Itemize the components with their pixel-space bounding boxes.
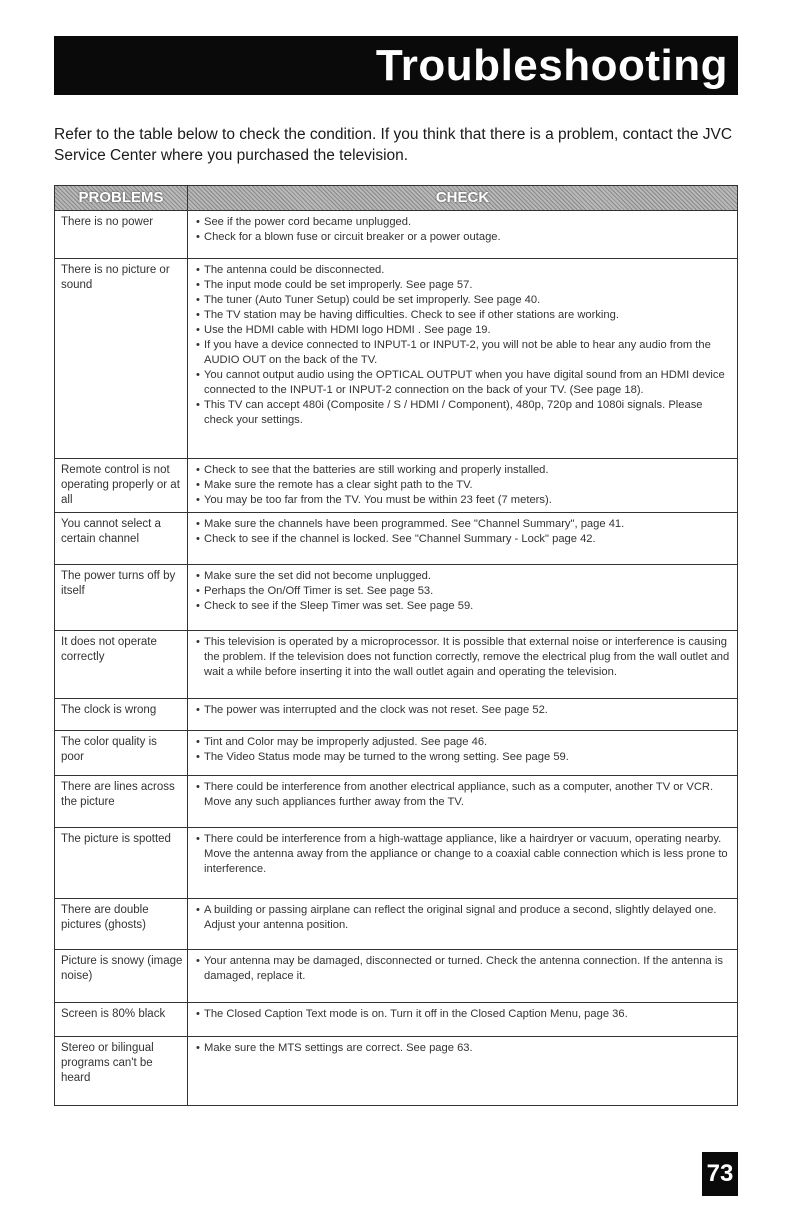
troubleshooting-table	[54, 185, 738, 1106]
problem-cell: You cannot select a certain channel	[55, 513, 188, 564]
check-item: • The Closed Caption Text mode is on. Turn it off in the Closed Caption Menu, page 36.	[196, 1007, 731, 1022]
problem-cell: There are double pictures (ghosts)	[55, 899, 188, 949]
check-item: • Check to see if the channel is locked. See "Channel Summary - Lock" page 42.	[196, 532, 731, 547]
check-item: • Make sure the set did not become unplugged.	[196, 569, 731, 584]
check-item: • Use the HDMI cable with HDMI logo HDMI . See page 19.	[196, 323, 731, 338]
check-item: • If you have a device connected to INPUT-1 or INPUT-2, you will not be able to hear any audio from the AUDIO OUT on the back of the TV.	[196, 338, 731, 368]
check-cell	[188, 899, 737, 949]
check-list	[196, 954, 731, 984]
check-item: • The antenna could be disconnected.	[196, 263, 731, 278]
check-cell	[188, 1037, 737, 1105]
table-row	[55, 828, 737, 899]
problem-cell: There is no picture or sound	[55, 259, 188, 458]
problem-cell: The color quality is poor	[55, 731, 188, 775]
check-item: • The TV station may be having difficulties. Check to see if other stations are working.	[196, 308, 731, 323]
check-list	[196, 517, 731, 547]
check-list	[196, 635, 731, 680]
check-cell	[188, 631, 737, 698]
check-item: • Check to see that the batteries are still working and properly installed.	[196, 463, 731, 478]
check-cell	[188, 565, 737, 630]
check-item: • A building or passing airplane can reflect the original signal and produce a second, slightly delayed one. Adjust your antenna position.	[196, 903, 731, 933]
check-cell	[188, 1003, 737, 1036]
header-check: CHECK	[435, 189, 490, 206]
check-cell	[188, 776, 737, 827]
check-item: • This TV can accept 480i (Composite / S / HDMI / Component), 480p, 720p and 1080i signals. Please check your settings.	[196, 398, 731, 428]
check-cell	[188, 211, 737, 258]
check-cell	[188, 459, 737, 512]
problem-cell: Picture is snowy (image noise)	[55, 950, 188, 1002]
table-row	[55, 699, 737, 731]
check-cell	[188, 950, 737, 1002]
problem-cell: The power turns off by itself	[55, 565, 188, 630]
check-cell	[188, 828, 737, 898]
problem-cell: There is no power	[55, 211, 188, 258]
check-item: • Tint and Color may be improperly adjusted. See page 46.	[196, 735, 731, 750]
header-problems: PROBLEMS	[55, 186, 188, 210]
check-list	[196, 780, 731, 810]
problem-cell: The picture is spotted	[55, 828, 188, 898]
table-body	[55, 211, 737, 1105]
check-cell	[188, 699, 737, 730]
problem-cell: Screen is 80% black	[55, 1003, 188, 1036]
problem-cell: Stereo or bilingual programs can't be heard	[55, 1037, 188, 1105]
check-list	[196, 903, 731, 933]
check-list	[196, 1007, 731, 1022]
table-row	[55, 211, 737, 259]
check-list	[196, 263, 731, 428]
check-item: • The power was interrupted and the clock was not reset. See page 52.	[196, 703, 731, 718]
check-item: • The tuner (Auto Tuner Setup) could be set improperly. See page 40.	[196, 293, 731, 308]
check-list	[196, 1041, 731, 1056]
table-row	[55, 513, 737, 565]
check-item: • There could be interference from a high-wattage appliance, like a hairdryer or vacuum, operating nearby. Move the antenna away from the appliance or change to a coaxial cable connection which is less prone to interference.	[196, 832, 731, 877]
intro-text: Refer to the table below to check the condition. If you think that there is a problem, contact the JVC Service Center where you purchased the television.	[54, 126, 733, 164]
check-list	[196, 215, 731, 245]
check-item: • You may be too far from the TV. You must be within 23 feet (7 meters).	[196, 493, 731, 508]
check-cell	[188, 259, 737, 458]
check-item: • Make sure the MTS settings are correct. See page 63.	[196, 1041, 731, 1056]
check-cell	[188, 731, 737, 775]
problem-cell: Remote control is not operating properly or at all	[55, 459, 188, 512]
check-item: • See if the power cord became unplugged.	[196, 215, 731, 230]
table-row	[55, 1003, 737, 1037]
check-item: • Make sure the remote has a clear sight path to the TV.	[196, 478, 731, 493]
page-number: 73	[702, 1152, 738, 1196]
check-list	[196, 463, 731, 508]
check-item: • Check to see if the Sleep Timer was set. See page 59.	[196, 599, 731, 614]
table-row	[55, 259, 737, 459]
check-cell	[188, 513, 737, 564]
check-list	[196, 832, 731, 877]
table-row	[55, 776, 737, 828]
check-item: • This television is operated by a microprocessor. It is possible that external noise or interference is causing the problem. If the television does not function correctly, remove the electrical plug from the wall outlet and wait a while before inserting it into the wall outlet again and operating the television.	[196, 635, 731, 680]
check-item: • Check for a blown fuse or circuit breaker or a power outage.	[196, 230, 731, 245]
check-list	[196, 735, 731, 765]
check-item: • There could be interference from another electrical appliance, such as a computer, another TV or VCR. Move any such appliances further away from the TV.	[196, 780, 731, 810]
check-item: • Your antenna may be damaged, disconnected or turned. Check the antenna connection. If the antenna is damaged, replace it.	[196, 954, 731, 984]
page-title: Troubleshooting	[54, 36, 738, 95]
check-list	[196, 703, 731, 718]
table-row	[55, 565, 737, 631]
table-row	[55, 899, 737, 950]
table-header	[55, 186, 737, 211]
problem-cell: There are lines across the picture	[55, 776, 188, 827]
problem-cell: It does not operate correctly	[55, 631, 188, 698]
check-item: • You cannot output audio using the OPTICAL OUTPUT when you have digital sound from an HDMI device connected to the INPUT-1 or INPUT-2 connection on the back of your TV. (See page 18).	[196, 368, 731, 398]
table-row	[55, 1037, 737, 1105]
check-item: • The Video Status mode may be turned to the wrong setting. See page 59.	[196, 750, 731, 765]
table-row	[55, 950, 737, 1003]
check-item: • Make sure the channels have been programmed. See "Channel Summary", page 41.	[196, 517, 731, 532]
check-list	[196, 569, 731, 614]
table-row	[55, 731, 737, 776]
check-item: • Perhaps the On/Off Timer is set. See page 53.	[196, 584, 731, 599]
table-row	[55, 631, 737, 699]
table-row	[55, 459, 737, 513]
check-item: • The input mode could be set improperly. See page 57.	[196, 278, 731, 293]
problem-cell: The clock is wrong	[55, 699, 188, 730]
